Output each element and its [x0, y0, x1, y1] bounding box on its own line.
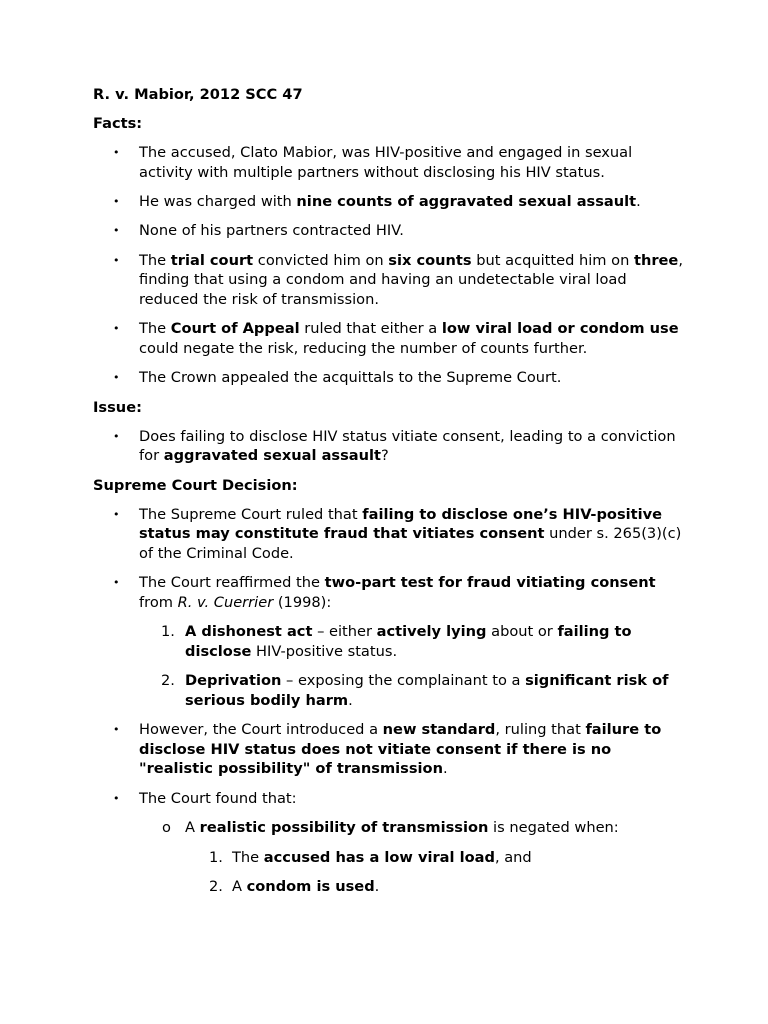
- number-marker: 1.: [161, 623, 175, 641]
- text-run: The Crown appealed the acquittals to the Supreme Court.: [139, 369, 562, 387]
- decision-item-text: [139, 790, 297, 807]
- facts-item: [93, 221, 683, 241]
- facts-item-text: [139, 144, 632, 181]
- facts-item-text: [139, 252, 683, 308]
- decision-list-continued: [93, 720, 683, 808]
- bold-text: failing to disclose: [185, 623, 632, 660]
- fraud-test-text: [185, 623, 632, 660]
- text-run: , ruling that: [495, 721, 586, 739]
- condition-text: [232, 878, 379, 895]
- number-marker: 1.: [209, 849, 223, 867]
- fraud-test-item: [93, 622, 683, 661]
- facts-item: [93, 319, 683, 358]
- condition-item: [93, 848, 683, 868]
- bullet-marker: •: [113, 576, 120, 590]
- bullet-marker: •: [113, 224, 120, 238]
- bold-text: trial court: [170, 251, 254, 269]
- bold-text: accused has a low viral load: [263, 849, 495, 867]
- bold-text: six counts: [388, 251, 472, 269]
- decision-item-text: [139, 574, 656, 611]
- text-run: could negate the risk, reducing the number of counts further.: [139, 339, 588, 357]
- bullet-marker: •: [113, 371, 120, 385]
- text-run: The Court found that:: [139, 789, 297, 807]
- text-run: (1998):: [273, 593, 332, 611]
- text-run: is negated when:: [488, 819, 619, 837]
- decision-item: [93, 789, 683, 809]
- text-run: .: [442, 760, 448, 778]
- decision-item: [93, 720, 683, 779]
- text-run: but acquitted him on: [471, 251, 634, 269]
- facts-list: [93, 143, 683, 388]
- bold-text: actively lying: [376, 623, 487, 641]
- text-run: .: [348, 691, 353, 709]
- facts-item: [93, 368, 683, 388]
- findings-list: [93, 818, 683, 838]
- fraud-test-text: [185, 672, 668, 709]
- text-run: He was charged with: [139, 192, 297, 210]
- bold-text: two-part test for fraud vitiating consent: [324, 574, 656, 592]
- decision-item-text: [139, 721, 661, 777]
- text-run: The: [232, 849, 264, 867]
- number-marker: 2.: [209, 878, 223, 896]
- decision-list: [93, 505, 683, 613]
- document-title: R. v. Mabior, 2012 SCC 47: [93, 86, 303, 103]
- facts-item-text: [139, 193, 641, 210]
- issue-list: [93, 427, 683, 466]
- text-run: A: [185, 819, 200, 837]
- issue-item: [93, 427, 683, 466]
- bullet-marker: •: [113, 253, 120, 267]
- facts-item: [93, 143, 683, 182]
- sub-bullet-marker: o: [162, 819, 171, 837]
- condition-text: [232, 849, 532, 866]
- italic-text: R. v. Cuerrier: [177, 593, 274, 611]
- text-run: about or: [486, 623, 558, 641]
- bold-text: failure to disclose HIV status does not vitiate consent if there is no "realistic possibility" of transmission: [139, 721, 662, 778]
- bold-text: Deprivation: [185, 672, 282, 690]
- issue-heading: Issue:: [93, 398, 142, 416]
- facts-item: [93, 192, 683, 212]
- text-run: – exposing the complainant to a: [281, 672, 526, 690]
- fraud-test-item: [93, 671, 683, 710]
- number-marker: 2.: [161, 672, 175, 690]
- text-run: from: [139, 593, 178, 611]
- text-run: The: [139, 320, 171, 338]
- text-run: under s. 265(3)(c) of the Criminal Code.: [139, 525, 682, 562]
- text-run: .: [374, 878, 380, 896]
- conditions-list: [93, 848, 683, 897]
- bold-text: three: [633, 251, 679, 269]
- text-run: The Court reaffirmed the: [139, 574, 325, 592]
- issue-item-text: [139, 428, 676, 465]
- facts-item-text: [139, 222, 404, 239]
- bold-text: significant risk of serious bodily harm: [185, 672, 669, 709]
- bullet-marker: •: [113, 194, 120, 208]
- bold-text: nine counts of aggravated sexual assault: [296, 192, 637, 210]
- text-run: ruled that either a: [299, 320, 442, 338]
- text-run: The accused, Clato Mabior, was HIV-positive and engaged in sexual activity with multiple partners without disclosing his HIV status.: [139, 144, 633, 181]
- bullet-marker: •: [113, 322, 120, 336]
- facts-item-text: [139, 320, 679, 357]
- text-run: convicted him on: [253, 251, 389, 269]
- text-run: ?: [381, 447, 389, 465]
- bullet-marker: •: [113, 429, 120, 443]
- document-page: [93, 85, 683, 906]
- decision-item: [93, 505, 683, 564]
- bullet-marker: •: [113, 723, 120, 737]
- bold-text: low viral load or condom use: [441, 320, 679, 338]
- decision-heading: Supreme Court Decision:: [93, 476, 298, 494]
- text-run: The: [139, 251, 171, 269]
- bullet-marker: •: [113, 146, 120, 159]
- bold-text: condom is used: [246, 878, 375, 896]
- condition-item: [93, 877, 683, 897]
- bold-text: Court of Appeal: [170, 320, 300, 338]
- bold-text: A dishonest act: [185, 623, 313, 641]
- text-run: Does failing to disclose HIV status vitiate consent, leading to a conviction for: [139, 427, 676, 465]
- text-run: The Supreme Court ruled that: [139, 505, 363, 523]
- facts-item: [93, 251, 683, 310]
- text-run: .: [636, 192, 641, 210]
- bold-text: aggravated sexual assault: [163, 447, 382, 465]
- facts-item-text: [139, 369, 561, 386]
- text-run: – either: [312, 623, 377, 641]
- text-run: HIV-positive status.: [251, 642, 398, 660]
- decision-item-text: [139, 506, 681, 562]
- facts-heading: Facts:: [93, 115, 143, 132]
- bold-text: realistic possibility of transmission: [199, 819, 489, 837]
- text-run: , and: [494, 849, 532, 867]
- findings-item: [93, 818, 683, 838]
- text-run: None of his partners contracted HIV.: [139, 222, 404, 240]
- bold-text: new standard: [382, 721, 496, 739]
- text-run: However, the Court introduced a: [139, 721, 383, 739]
- findings-item-text: [185, 819, 619, 836]
- bold-text: failing to disclose one’s HIV-positive status may constitute fraud that vitiates consent: [139, 505, 663, 543]
- fraud-test-list: [93, 622, 683, 710]
- bullet-marker: •: [113, 507, 120, 521]
- text-run: , finding that using a condom and having an undetectable viral load reduced the risk of transmission.: [139, 251, 683, 308]
- text-run: A: [232, 878, 247, 896]
- bullet-marker: •: [113, 791, 120, 805]
- decision-item: [93, 573, 683, 612]
